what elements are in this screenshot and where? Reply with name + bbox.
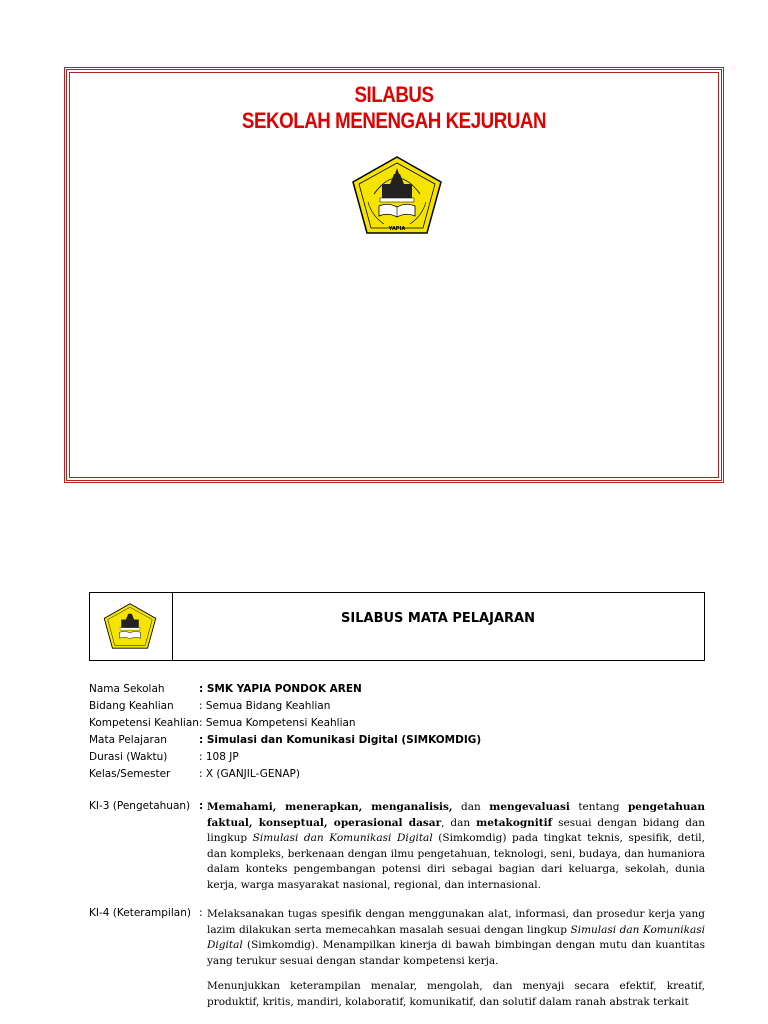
ki3-text: Memahami, menerapkan, menganalisis, dan mengevaluasi tentang pengetahuan faktual, konseptual, operasional dasar, dan metakognitif sesuai dengan bidang dan lingkup Simulasi dan Komunikasi Digital (Simkomdig) pada tingkat teknis, spesifik, detil, dan kompleks, berkenaan dengan ilmu pengetahuan, teknologi, seni, budaya, dan humaniora dalam konteks pengembangan potensi diri sebagai bagian dari keluarga, sekolah, dunia kerja, warga masyarakat nasional, regional, dan internasional.: [207, 801, 705, 891]
school-logo-small: [102, 602, 158, 650]
info-value: : 108 JP: [199, 751, 239, 763]
cover-subtitle: SEKOLAH MENENGAH KEJURUAN: [241, 108, 547, 133]
info-label: Mata Pelajaran: [89, 734, 167, 746]
info-value: : Simulasi dan Komunikasi Digital (SIMKOMDIG): [199, 734, 482, 746]
info-label: Nama Sekolah: [89, 683, 165, 695]
syllabus-header-table: [89, 592, 705, 661]
header-title: SILABUS MATA PELAJARAN: [341, 611, 535, 626]
info-value: : Semua Kompetensi Keahlian: [199, 717, 356, 729]
info-label: Kelas/Semester: [89, 768, 171, 780]
info-label: Durasi (Waktu): [89, 751, 168, 763]
info-label: Kompetensi Keahlian: [89, 717, 199, 729]
school-logo: [350, 154, 444, 236]
ki3-label: KI-3 (Pengetahuan): [89, 800, 191, 812]
cover-frame: [64, 67, 724, 483]
cover-title: SILABUS: [354, 82, 434, 107]
info-value: : X (GANJIL-GENAP): [199, 768, 300, 780]
ki4-colon: :: [199, 907, 203, 919]
ki3-colon: :: [199, 800, 204, 812]
info-value: : Semua Bidang Keahlian: [199, 700, 331, 712]
logo-label: YAPIA: [388, 226, 406, 232]
ki4-label: KI-4 (Keterampilan): [89, 907, 191, 919]
ki4-text-paragraph1: Melaksanakan tugas spesifik dengan menggunakan alat, informasi, dan prosedur kerja yang lazim dilakukan serta memecahkan masalah sesuai dengan lingkup Simulasi dan Komunikasi Digital (Simkomdig). Menampilkan kinerja di bawah bimbingan dengan mutu dan kuantitas yang terukur sesuai dengan standar kompetensi kerja.: [207, 908, 705, 967]
header-logo-cell: [90, 593, 173, 660]
info-value: : SMK YAPIA PONDOK AREN: [199, 683, 362, 695]
ki4-text-paragraph2: Menunjukkan keterampilan menalar, mengolah, dan menyaji secara efektif, kreatif, produktif, kritis, mandiri, kolaboratif, komunikatif, dan solutif dalam ranah abstrak terkait: [207, 980, 705, 1008]
info-label: Bidang Keahlian: [89, 700, 174, 712]
